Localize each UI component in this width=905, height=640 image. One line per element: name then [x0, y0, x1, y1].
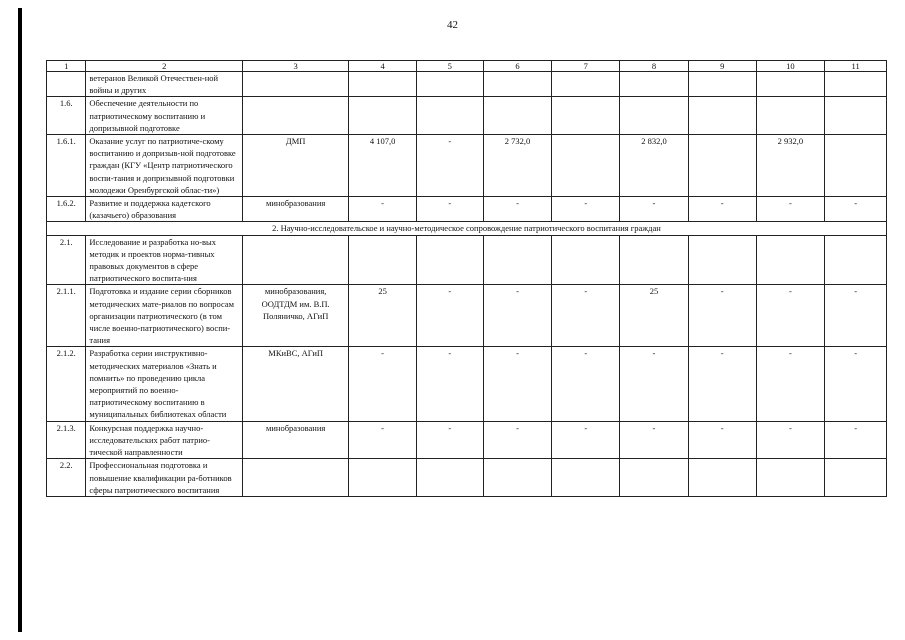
value-cell: -: [552, 285, 620, 347]
table-body: [47, 72, 887, 497]
value-cell: [416, 97, 483, 135]
column-header: 10: [756, 61, 825, 72]
value-cell: -: [688, 197, 756, 222]
value-cell: [552, 72, 620, 97]
value-cell: [620, 97, 689, 135]
column-header: 1: [47, 61, 86, 72]
item-number: 1.6.1.: [47, 135, 86, 197]
item-name: Профессиональная подготовка и повышение квалификации ра-ботников сферы патриотического воспитания: [86, 459, 243, 497]
item-name: Конкурсная поддержка научно-исследовательских работ патрио-тической направленности: [86, 421, 243, 459]
value-cell: 2 932,0: [756, 135, 825, 197]
value-cell: [349, 459, 417, 497]
item-name: Разработка серии инструктивно-методических материалов «Знать и помнить» по проведению цикла мероприятий по военно-патриотическому воспитанию в муниципальных библиотеках области: [86, 347, 243, 421]
item-name: Обеспечение деятельности по патриотическому воспитанию и допризывной подготовке: [86, 97, 243, 135]
value-cell: -: [825, 421, 887, 459]
value-cell: [688, 459, 756, 497]
value-cell: [483, 72, 552, 97]
executor: [243, 97, 349, 135]
value-cell: [756, 459, 825, 497]
value-cell: -: [756, 197, 825, 222]
executor: [243, 72, 349, 97]
value-cell: [552, 97, 620, 135]
value-cell: [416, 459, 483, 497]
value-cell: -: [688, 347, 756, 421]
value-cell: [620, 235, 689, 285]
item-number: 1.6.2.: [47, 197, 86, 222]
value-cell: [416, 72, 483, 97]
value-cell: -: [756, 421, 825, 459]
value-cell: [825, 135, 887, 197]
value-cell: -: [349, 347, 417, 421]
value-cell: -: [620, 347, 689, 421]
executor: минобразования: [243, 197, 349, 222]
value-cell: [620, 459, 689, 497]
value-cell: -: [416, 285, 483, 347]
column-header: 11: [825, 61, 887, 72]
value-cell: 25: [349, 285, 417, 347]
item-number: 2.1.1.: [47, 285, 86, 347]
table-row: [47, 135, 887, 197]
value-cell: -: [552, 347, 620, 421]
value-cell: -: [620, 197, 689, 222]
executor: [243, 459, 349, 497]
executor: минобразования, ООДТДМ им. В.П. Поляничко, АГиП: [243, 285, 349, 347]
item-number: 2.1.3.: [47, 421, 86, 459]
section-row: [47, 222, 887, 235]
program-table: [46, 60, 887, 497]
value-cell: -: [688, 421, 756, 459]
section-title: 2. Научно-исследовательское и научно-методическое сопровождение патриотического воспитания граждан: [47, 222, 887, 235]
item-number: 2.2.: [47, 459, 86, 497]
value-cell: [825, 72, 887, 97]
value-cell: -: [825, 347, 887, 421]
table-row: [47, 285, 887, 347]
value-cell: -: [416, 421, 483, 459]
column-header: 6: [483, 61, 552, 72]
value-cell: 4 107,0: [349, 135, 417, 197]
item-name: ветеранов Великой Отечествен-ной войны и других: [86, 72, 243, 97]
value-cell: [688, 72, 756, 97]
value-cell: -: [483, 347, 552, 421]
value-cell: 2 732,0: [483, 135, 552, 197]
executor: ДМП: [243, 135, 349, 197]
column-header: 2: [86, 61, 243, 72]
value-cell: [688, 97, 756, 135]
value-cell: [483, 459, 552, 497]
column-header: 7: [552, 61, 620, 72]
column-header: 8: [620, 61, 689, 72]
value-cell: [483, 235, 552, 285]
value-cell: [688, 135, 756, 197]
table-header: [47, 61, 887, 72]
value-cell: [552, 235, 620, 285]
column-header: 3: [243, 61, 349, 72]
value-cell: [756, 235, 825, 285]
value-cell: 2 832,0: [620, 135, 689, 197]
value-cell: -: [756, 347, 825, 421]
value-cell: 25: [620, 285, 689, 347]
column-header: 4: [349, 61, 417, 72]
value-cell: [688, 235, 756, 285]
value-cell: [349, 97, 417, 135]
value-cell: [349, 235, 417, 285]
value-cell: [756, 97, 825, 135]
table-row: [47, 72, 887, 97]
item-name: Оказание услуг по патриотиче-скому воспитанию и допризыв-ной подготовке граждан (КГУ «Центр патриотического воспи-тания и допризывной подготовки молодежи Оренбургской облас-ти»): [86, 135, 243, 197]
item-name: Подготовка и издание серии сборников методических мате-риалов по вопросам организации патриотического (в том числе военно-патриотического) воспи-тания: [86, 285, 243, 347]
value-cell: -: [552, 197, 620, 222]
item-number: 2.1.2.: [47, 347, 86, 421]
value-cell: -: [825, 285, 887, 347]
value-cell: [620, 72, 689, 97]
value-cell: -: [483, 421, 552, 459]
value-cell: [825, 235, 887, 285]
item-number: 1.6.: [47, 97, 86, 135]
executor: минобразования: [243, 421, 349, 459]
executor: [243, 235, 349, 285]
column-header: 9: [688, 61, 756, 72]
value-cell: [756, 72, 825, 97]
value-cell: -: [756, 285, 825, 347]
table-row: [47, 235, 887, 285]
binding-edge: [18, 8, 22, 632]
value-cell: -: [416, 347, 483, 421]
value-cell: -: [688, 285, 756, 347]
value-cell: [825, 97, 887, 135]
value-cell: [349, 72, 417, 97]
table-row: [47, 197, 887, 222]
value-cell: -: [552, 421, 620, 459]
item-name: Исследование и разработка но-вых методик и проектов норма-тивных правовых документов в сфере патриотического воспита-ния: [86, 235, 243, 285]
table-row: [47, 347, 887, 421]
value-cell: [483, 97, 552, 135]
item-number: 2.1.: [47, 235, 86, 285]
item-number: [47, 72, 86, 97]
value-cell: [416, 235, 483, 285]
value-cell: -: [349, 197, 417, 222]
value-cell: -: [416, 135, 483, 197]
table-row: [47, 421, 887, 459]
table-row: [47, 459, 887, 497]
item-name: Развитие и поддержка кадетского (казачьего) образования: [86, 197, 243, 222]
header-row: [47, 61, 887, 72]
value-cell: [552, 135, 620, 197]
value-cell: -: [483, 197, 552, 222]
table-row: [47, 97, 887, 135]
value-cell: [552, 459, 620, 497]
value-cell: -: [416, 197, 483, 222]
page-number: 42: [447, 19, 458, 31]
value-cell: -: [349, 421, 417, 459]
column-header: 5: [416, 61, 483, 72]
executor: МКиВС, АГиП: [243, 347, 349, 421]
value-cell: -: [483, 285, 552, 347]
value-cell: -: [620, 421, 689, 459]
value-cell: [825, 459, 887, 497]
value-cell: -: [825, 197, 887, 222]
